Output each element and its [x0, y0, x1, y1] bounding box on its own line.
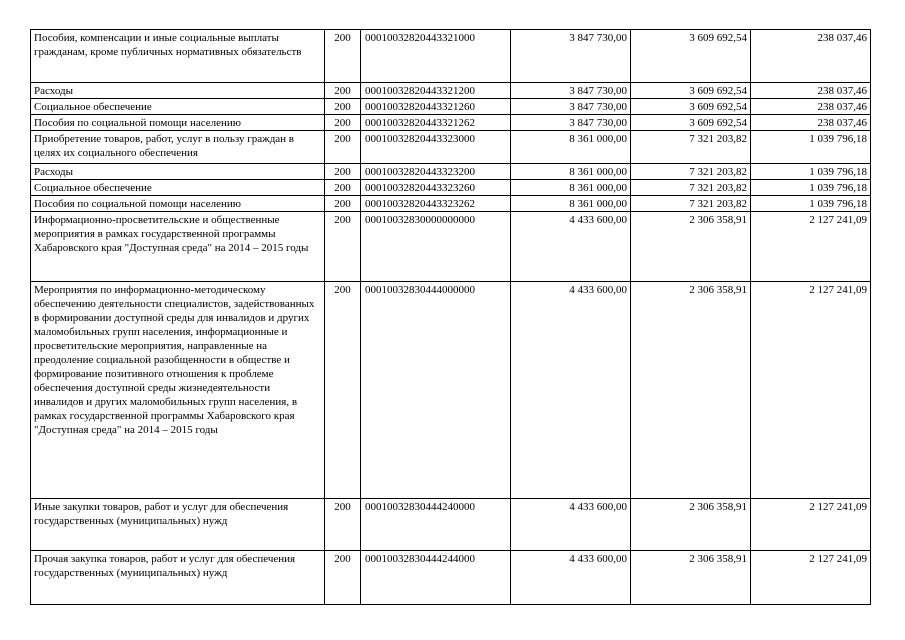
executed-amount: 2 306 358,91 — [631, 499, 751, 551]
table-row — [31, 212, 871, 282]
admin-code: 200 — [325, 83, 361, 99]
classification-code: 00010032830444244000 — [361, 551, 511, 605]
approved-amount: 4 433 600,00 — [511, 282, 631, 499]
unexecuted-amount: 238 037,46 — [751, 83, 871, 99]
executed-amount: 3 609 692,54 — [631, 83, 751, 99]
expense-name: Прочая закупка товаров, работ и услуг для обеспечения государственных (муниципальных) нужд — [31, 551, 325, 605]
budget-execution-table — [30, 29, 871, 605]
expense-name: Социальное обеспечение — [31, 99, 325, 115]
approved-amount: 4 433 600,00 — [511, 212, 631, 282]
classification-code: 00010032820443321000 — [361, 30, 511, 83]
admin-code: 200 — [325, 30, 361, 83]
expense-name: Пособия, компенсации и иные социальные выплаты гражданам, кроме публичных нормативных обязательств — [31, 30, 325, 83]
executed-amount: 7 321 203,82 — [631, 196, 751, 212]
expense-name: Пособия по социальной помощи населению — [31, 196, 325, 212]
executed-amount: 3 609 692,54 — [631, 99, 751, 115]
expense-name: Приобретение товаров, работ, услуг в пользу граждан в целях их социального обеспечения — [31, 131, 325, 164]
expense-name: Социальное обеспечение — [31, 180, 325, 196]
approved-amount: 8 361 000,00 — [511, 131, 631, 164]
classification-code: 00010032830000000000 — [361, 212, 511, 282]
approved-amount: 3 847 730,00 — [511, 83, 631, 99]
admin-code: 200 — [325, 180, 361, 196]
table-row — [31, 499, 871, 551]
admin-code: 200 — [325, 212, 361, 282]
approved-amount: 4 433 600,00 — [511, 551, 631, 605]
admin-code: 200 — [325, 131, 361, 164]
table-row — [31, 180, 871, 196]
admin-code: 200 — [325, 164, 361, 180]
executed-amount: 7 321 203,82 — [631, 180, 751, 196]
table-row — [31, 164, 871, 180]
classification-code: 00010032820443323260 — [361, 180, 511, 196]
approved-amount: 8 361 000,00 — [511, 180, 631, 196]
executed-amount: 3 609 692,54 — [631, 30, 751, 83]
approved-amount: 3 847 730,00 — [511, 30, 631, 83]
unexecuted-amount: 2 127 241,09 — [751, 499, 871, 551]
classification-code: 00010032830444000000 — [361, 282, 511, 499]
table-row — [31, 99, 871, 115]
admin-code: 200 — [325, 282, 361, 499]
unexecuted-amount: 2 127 241,09 — [751, 212, 871, 282]
classification-code: 00010032820443323000 — [361, 131, 511, 164]
executed-amount: 7 321 203,82 — [631, 164, 751, 180]
table-row — [31, 282, 871, 499]
approved-amount: 4 433 600,00 — [511, 499, 631, 551]
expense-name: Иные закупки товаров, работ и услуг для обеспечения государственных (муниципальных) нужд — [31, 499, 325, 551]
table-row — [31, 115, 871, 131]
executed-amount: 2 306 358,91 — [631, 282, 751, 499]
approved-amount: 8 361 000,00 — [511, 196, 631, 212]
table-row — [31, 83, 871, 99]
expense-name: Расходы — [31, 164, 325, 180]
admin-code: 200 — [325, 115, 361, 131]
admin-code: 200 — [325, 196, 361, 212]
approved-amount: 8 361 000,00 — [511, 164, 631, 180]
classification-code: 00010032830444240000 — [361, 499, 511, 551]
approved-amount: 3 847 730,00 — [511, 115, 631, 131]
classification-code: 00010032820443321262 — [361, 115, 511, 131]
table-row — [31, 30, 871, 83]
classification-code: 00010032820443323262 — [361, 196, 511, 212]
unexecuted-amount: 238 037,46 — [751, 99, 871, 115]
unexecuted-amount: 1 039 796,18 — [751, 164, 871, 180]
table-row — [31, 551, 871, 605]
admin-code: 200 — [325, 99, 361, 115]
expense-name: Мероприятия по информационно-методическому обеспечению деятельности специалистов, задействованных в формировании доступной среды для инвалидов и других маломобильных групп населения, информационные и просветительские мероприятия, направленные на преодоление социальной разобщенности в обществе и формирование позитивного отношения к проблеме обеспечения доступной среды жизнедеятельности инвалидов и других маломобильных групп населения, в рамках государственной программы Хабаровского края "Доступная среда" на 2014 – 2015 годы — [31, 282, 325, 499]
executed-amount: 7 321 203,82 — [631, 131, 751, 164]
expense-name: Пособия по социальной помощи населению — [31, 115, 325, 131]
unexecuted-amount: 238 037,46 — [751, 115, 871, 131]
approved-amount: 3 847 730,00 — [511, 99, 631, 115]
admin-code: 200 — [325, 551, 361, 605]
classification-code: 00010032820443321260 — [361, 99, 511, 115]
executed-amount: 3 609 692,54 — [631, 115, 751, 131]
classification-code: 00010032820443321200 — [361, 83, 511, 99]
table-row — [31, 196, 871, 212]
expense-name: Расходы — [31, 83, 325, 99]
executed-amount: 2 306 358,91 — [631, 212, 751, 282]
expense-name: Информационно-просветительские и общественные мероприятия в рамках государственной программы Хабаровского края "Доступная среда" на 2014 – 2015 годы — [31, 212, 325, 282]
unexecuted-amount: 1 039 796,18 — [751, 131, 871, 164]
admin-code: 200 — [325, 499, 361, 551]
unexecuted-amount: 238 037,46 — [751, 30, 871, 83]
unexecuted-amount: 2 127 241,09 — [751, 551, 871, 605]
executed-amount: 2 306 358,91 — [631, 551, 751, 605]
table-row — [31, 131, 871, 164]
unexecuted-amount: 1 039 796,18 — [751, 180, 871, 196]
unexecuted-amount: 1 039 796,18 — [751, 196, 871, 212]
classification-code: 00010032820443323200 — [361, 164, 511, 180]
unexecuted-amount: 2 127 241,09 — [751, 282, 871, 499]
